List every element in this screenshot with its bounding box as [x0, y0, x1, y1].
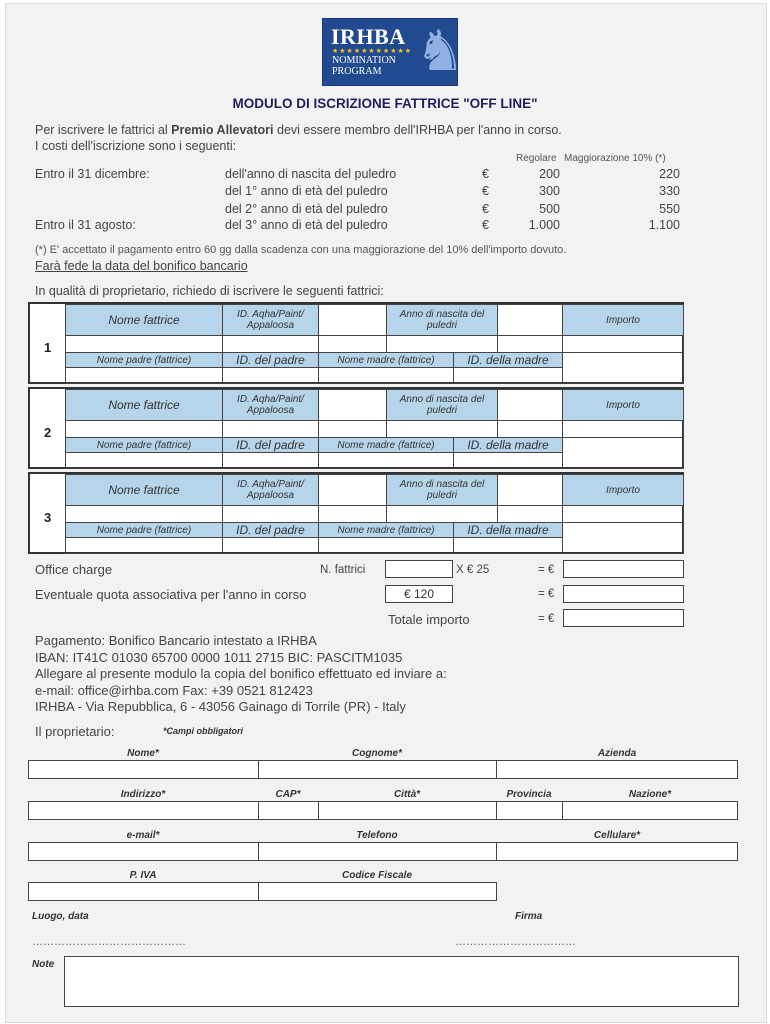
- firma-label: Firma: [515, 911, 543, 922]
- intro-line: Per iscrivere le fattrici al Premio Allevatori devi essere membro dell'IRHBA per l'anno in corso.: [35, 123, 562, 137]
- anno-nascita-input[interactable]: [386, 420, 498, 438]
- payment-line: IBAN: IT41C 01030 65700 0000 1011 2715 BIC: PASCITM1035: [35, 649, 403, 665]
- cost-surcharge: 1.100: [648, 218, 680, 232]
- telefono-input[interactable]: [258, 842, 497, 861]
- importo-label: Importo: [562, 389, 684, 421]
- cost-description: del 3° anno di età del puledro: [225, 218, 388, 232]
- horse-head-icon: ♞: [415, 19, 466, 82]
- cost-currency: €: [482, 184, 489, 198]
- cost-surcharge: 550: [659, 202, 680, 216]
- intro-line-2: I costi dell'iscrizione sono i seguenti:: [35, 139, 237, 153]
- mare-table: [28, 472, 684, 554]
- id-madre-label: ID. della madre: [453, 522, 563, 538]
- payment-line: Pagamento: Bonifico Bancario intestato a IRHBA: [35, 633, 317, 648]
- cellulare-label: Cellulare*: [593, 830, 641, 841]
- nome-fattrice-label: Nome fattrice: [65, 474, 223, 506]
- cost-currency: €: [482, 167, 489, 181]
- mare-table: [28, 302, 684, 384]
- quota-value: € 120: [385, 585, 453, 603]
- cost-note-2: Farà fede la data del bonifico bancario: [35, 259, 248, 273]
- blank-cell[interactable]: [497, 474, 563, 506]
- blank-cell: [562, 352, 684, 384]
- cost-currency: €: [482, 202, 489, 216]
- col-regular: Regolare: [516, 153, 557, 164]
- azienda-label: Azienda: [597, 748, 637, 759]
- blank-cell[interactable]: [318, 474, 387, 506]
- nome-madre-label: Nome madre (fattrice): [318, 522, 454, 538]
- n-fattrici-label: N. fattrici: [320, 564, 366, 576]
- id-padre-label: ID. del padre: [222, 437, 319, 453]
- anno-nascita-label: Anno di nascita del puledri: [386, 389, 498, 421]
- col-surcharge: Maggiorazione 10% (*): [564, 153, 666, 164]
- office-total-input[interactable]: [563, 560, 684, 578]
- eq-label-2: = €: [538, 588, 555, 600]
- input-cell[interactable]: [497, 505, 563, 523]
- note-label: Note: [32, 959, 55, 970]
- id-padre-label: ID. del padre: [222, 352, 319, 368]
- email-label: e-mail*: [126, 830, 160, 841]
- owner-label: Il proprietario:: [35, 724, 115, 739]
- input-cell[interactable]: [497, 335, 563, 353]
- id-aqha-input[interactable]: [222, 505, 319, 523]
- input-cell[interactable]: [497, 420, 563, 438]
- id-aqha-label: ID. Aqha/Paint/ Appaloosa: [222, 389, 319, 421]
- note-textarea[interactable]: [64, 956, 739, 1007]
- id-madre-label: ID. della madre: [453, 437, 563, 453]
- nome-fattrice-input[interactable]: [65, 420, 223, 438]
- nome-fattrice-label: Nome fattrice: [65, 389, 223, 421]
- id-madre-input[interactable]: [453, 367, 563, 384]
- request-text: In qualità di proprietario, richiedo di iscrivere le seguenti fattrici:: [35, 284, 384, 298]
- quota-total-input[interactable]: [563, 585, 684, 603]
- nome-label: Nome*: [127, 748, 159, 759]
- nome-padre-label: Nome padre (fattrice): [65, 352, 223, 368]
- email-input[interactable]: [28, 842, 259, 861]
- blank-cell[interactable]: [497, 389, 563, 421]
- nome-fattrice-input[interactable]: [65, 505, 223, 523]
- logo-stars: ★★★★★★★★★★★: [332, 48, 413, 55]
- anno-nascita-input[interactable]: [386, 335, 498, 353]
- input-cell[interactable]: [318, 505, 387, 523]
- provincia-label: Provincia: [506, 789, 552, 800]
- importo-input[interactable]: [562, 335, 684, 353]
- logo-name: IRHBA: [331, 24, 406, 49]
- id-padre-input[interactable]: [222, 452, 319, 469]
- cost-regular: 200: [539, 167, 560, 181]
- anno-nascita-label: Anno di nascita del puledri: [386, 474, 498, 506]
- cap-label: CAP*: [275, 789, 301, 800]
- id-padre-input[interactable]: [222, 367, 319, 384]
- nome-padre-label: Nome padre (fattrice): [65, 437, 223, 453]
- nome-madre-input[interactable]: [318, 537, 454, 554]
- firma-dots[interactable]: ……………………………: [455, 936, 576, 948]
- n-fattrici-input[interactable]: [385, 560, 453, 578]
- x25-label: X € 25: [456, 564, 490, 576]
- payment-line: Allegare al presente modulo la copia del bonifico effettuato ed inviare a:: [35, 666, 447, 681]
- id-padre-label: ID. del padre: [222, 522, 319, 538]
- nome-madre-input[interactable]: [318, 452, 454, 469]
- id-padre-input[interactable]: [222, 537, 319, 554]
- id-madre-label: ID. della madre: [453, 352, 563, 368]
- blank-cell[interactable]: [318, 389, 387, 421]
- importo-label: Importo: [562, 304, 684, 336]
- cost-regular: 1.000: [528, 218, 560, 232]
- nome-padre-input[interactable]: [65, 367, 223, 384]
- mare-number: 2: [44, 425, 52, 440]
- totale-label: Totale importo: [388, 612, 470, 627]
- input-cell[interactable]: [318, 420, 387, 438]
- cf-input[interactable]: [258, 882, 497, 901]
- required-note: *Campi obbligatori: [163, 726, 244, 736]
- cost-regular: 300: [539, 184, 560, 198]
- id-aqha-input[interactable]: [222, 335, 319, 353]
- cap-input[interactable]: [258, 801, 319, 820]
- eq-label-1: = €: [538, 564, 555, 576]
- totale-input[interactable]: [563, 609, 684, 627]
- cost-surcharge: 220: [659, 167, 680, 181]
- quota-label: Eventuale quota associativa per l'anno in corso: [35, 587, 307, 602]
- cost-regular: 500: [539, 202, 560, 216]
- nazione-input[interactable]: [562, 801, 738, 820]
- telefono-label: Telefono: [356, 830, 398, 841]
- id-madre-input[interactable]: [453, 537, 563, 554]
- nome-input[interactable]: [28, 760, 259, 779]
- payment-line: IRHBA - Via Repubblica, 6 - 43056 Gainago di Torrile (PR) - Italy: [35, 699, 406, 714]
- nome-madre-label: Nome madre (fattrice): [318, 437, 454, 453]
- piva-label: P. IVA: [129, 870, 157, 881]
- cost-deadline: Entro il 31 agosto:: [35, 218, 136, 232]
- citta-input[interactable]: [318, 801, 497, 820]
- cost-description: del 2° anno di età del puledro: [225, 202, 388, 216]
- indirizzo-input[interactable]: [28, 801, 259, 820]
- nome-madre-input[interactable]: [318, 367, 454, 384]
- luogo-dots[interactable]: ……………………………………: [32, 936, 186, 948]
- page-title: MODULO DI ISCRIZIONE FATTRICE "OFF LINE": [232, 96, 538, 111]
- input-cell[interactable]: [318, 335, 387, 353]
- cost-description: del 1° anno di età del puledro: [225, 184, 388, 198]
- nome-fattrice-input[interactable]: [65, 335, 223, 353]
- cognome-input[interactable]: [258, 760, 497, 779]
- cost-surcharge: 330: [659, 184, 680, 198]
- id-aqha-label: ID. Aqha/Paint/ Appaloosa: [222, 304, 319, 336]
- cost-deadline: Entro il 31 dicembre:: [35, 167, 150, 181]
- nome-madre-label: Nome madre (fattrice): [318, 352, 454, 368]
- blank-cell: [562, 437, 684, 469]
- blank-cell[interactable]: [318, 304, 387, 336]
- mare-table: [28, 387, 684, 469]
- provincia-input[interactable]: [496, 801, 563, 820]
- anno-nascita-label: Anno di nascita del puledri: [386, 304, 498, 336]
- payment-line: e-mail: office@irhba.com Fax: +39 0521 812423: [35, 682, 313, 698]
- anno-nascita-input[interactable]: [386, 505, 498, 523]
- cost-currency: €: [482, 218, 489, 232]
- nome-padre-input[interactable]: [65, 537, 223, 554]
- logo-subtitle: NOMINATION PROGRAM: [332, 55, 396, 77]
- id-aqha-input[interactable]: [222, 420, 319, 438]
- mare-number: 3: [44, 510, 52, 525]
- cellulare-input[interactable]: [496, 842, 738, 861]
- nome-padre-label: Nome padre (fattrice): [65, 522, 223, 538]
- importo-input[interactable]: [562, 420, 684, 438]
- cognome-label: Cognome*: [352, 748, 402, 759]
- azienda-input[interactable]: [496, 760, 738, 779]
- id-madre-input[interactable]: [453, 452, 563, 469]
- luogo-label: Luogo, data: [32, 911, 89, 922]
- eq-label-3: = €: [538, 613, 555, 625]
- blank-cell: [562, 522, 684, 554]
- indirizzo-label: Indirizzo*: [120, 789, 166, 800]
- piva-input[interactable]: [28, 882, 259, 901]
- importo-input[interactable]: [562, 505, 684, 523]
- office-charge-label: Office charge: [35, 562, 113, 577]
- importo-label: Importo: [562, 474, 684, 506]
- cost-note: (*) E' accettato il pagamento entro 60 gg dalla scadenza con una maggiorazione del 10% dell'importo dovuto.: [35, 244, 567, 256]
- cf-label: Codice Fiscale: [341, 870, 413, 881]
- cost-description: dell'anno di nascita del puledro: [225, 167, 397, 181]
- blank-cell[interactable]: [497, 304, 563, 336]
- mare-number: 1: [44, 340, 52, 355]
- nazione-label: Nazione*: [628, 789, 672, 800]
- id-aqha-label: ID. Aqha/Paint/ Appaloosa: [222, 474, 319, 506]
- nome-padre-input[interactable]: [65, 452, 223, 469]
- irhba-logo: [322, 18, 466, 86]
- citta-label: Città*: [393, 789, 421, 800]
- nome-fattrice-label: Nome fattrice: [65, 304, 223, 336]
